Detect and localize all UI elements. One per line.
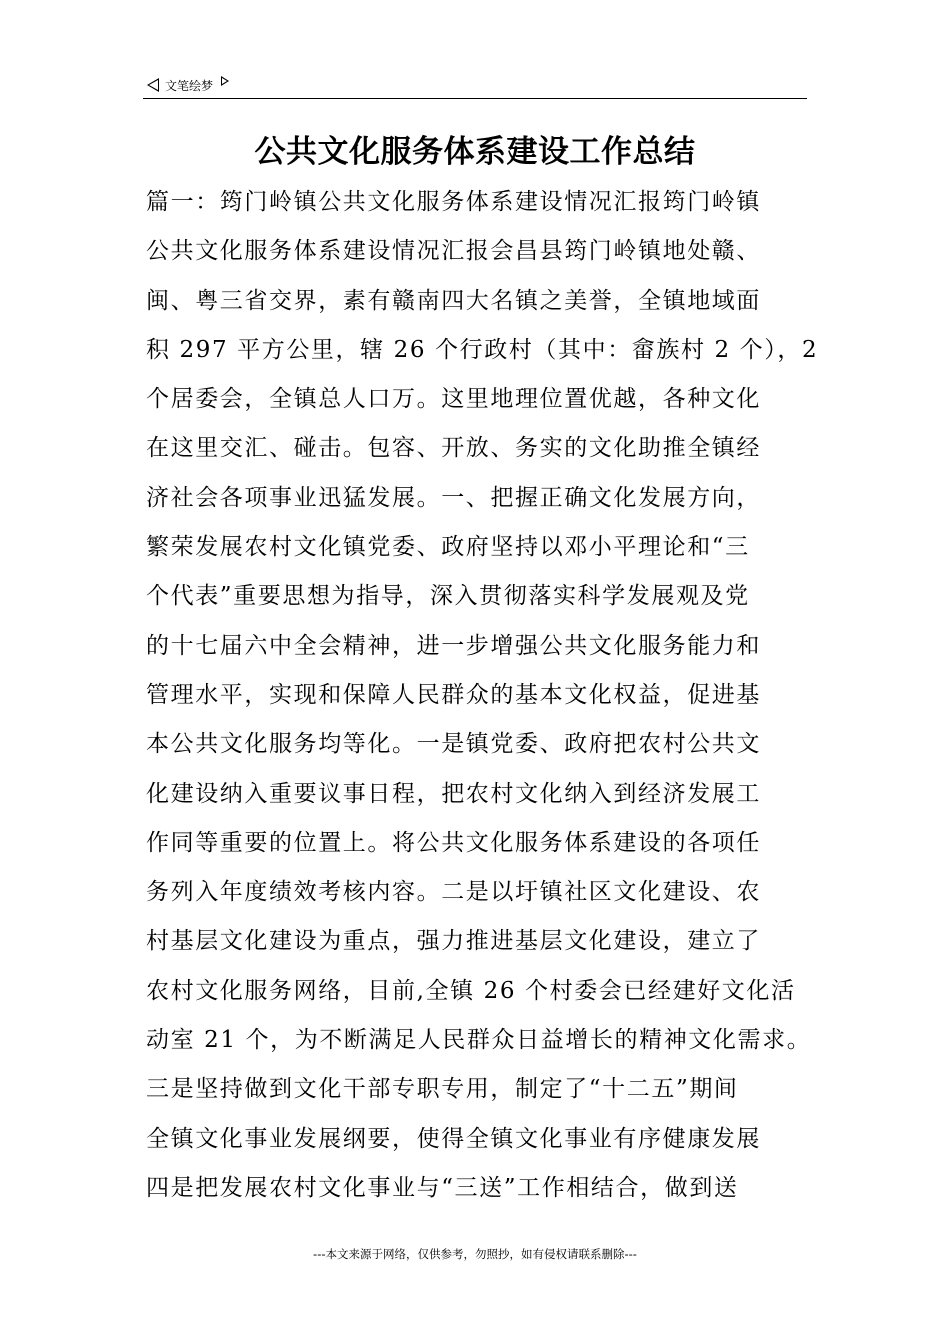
body-line: 务列入年度绩效考核内容。二是以圩镇社区文化建设、农 (146, 879, 761, 906)
body-line: 农村文化服务网络，目前,全镇 26 个村委会已经建好文化活 (146, 977, 796, 1004)
body-line: 济社会各项事业迅猛发展。一、把握正确文化发展方向， (146, 484, 761, 511)
body-line: 村基层文化建设为重点，强力推进基层文化建设，建立了 (146, 928, 761, 955)
body-line: 个居委会，全镇总人口万。这里地理位置优越，各种文化 (146, 386, 761, 413)
body-line: 闽、粤三省交界，素有赣南四大名镇之美誉，全镇地域面 (146, 287, 761, 314)
body-line: 管理水平，实现和保障人民群众的基本文化权益，促进基 (146, 681, 761, 708)
header-label: 文笔绘梦 (165, 78, 214, 93)
body-line: 三是坚持做到文化干部专职专用，制定了“十二五”期间 (146, 1076, 739, 1103)
body-line: 在这里交汇、碰击。包容、开放、务实的文化助推全镇经 (146, 435, 761, 462)
body-line: 四是把发展农村文化事业与“三送”工作相结合，做到送 (146, 1174, 739, 1201)
body-line: 个代表”重要思想为指导，深入贯彻落实科学发展观及党 (146, 583, 750, 610)
body-line: 化建设纳入重要议事日程，把农村文化纳入到经济发展工 (146, 780, 761, 807)
body-line: 作同等重要的位置上。将公共文化服务体系建设的各项任 (146, 829, 761, 856)
body-line: 积 297 平方公里，辖 26 个行政村（其中：畲族村 2 个），2 (146, 336, 819, 363)
page-header (147, 74, 229, 96)
document-body (146, 182, 826, 1217)
triangle-left-icon (147, 78, 159, 92)
body-line: 动室 21 个，为不断满足人民群众日益增长的精神文化需求。 (146, 1027, 812, 1054)
body-line: 篇一：筠门岭镇公共文化服务体系建设情况汇报筠门岭镇 (146, 189, 761, 215)
document-title: 公共文化服务体系建设工作总结 (254, 134, 696, 170)
body-line: 公共文化服务体系建设情况汇报会昌县筠门岭镇地处赣、 (146, 238, 761, 265)
body-line: 全镇文化事业发展纲要，使得全镇文化事业有序健康发展 (146, 1125, 761, 1152)
body-line: 本公共文化服务均等化。一是镇党委、政府把农村公共文 (146, 731, 761, 758)
triangle-right-icon (221, 76, 229, 86)
body-line: 的十七届六中全会精神，进一步增强公共文化服务能力和 (146, 632, 761, 659)
footer-disclaimer: ---本文来源于网络，仅供参考，勿照抄，如有侵权请联系删除--- (313, 1247, 637, 1261)
header-divider (143, 98, 807, 99)
body-line: 繁荣发展农村文化镇党委、政府坚持以邓小平理论和“三 (146, 534, 750, 561)
